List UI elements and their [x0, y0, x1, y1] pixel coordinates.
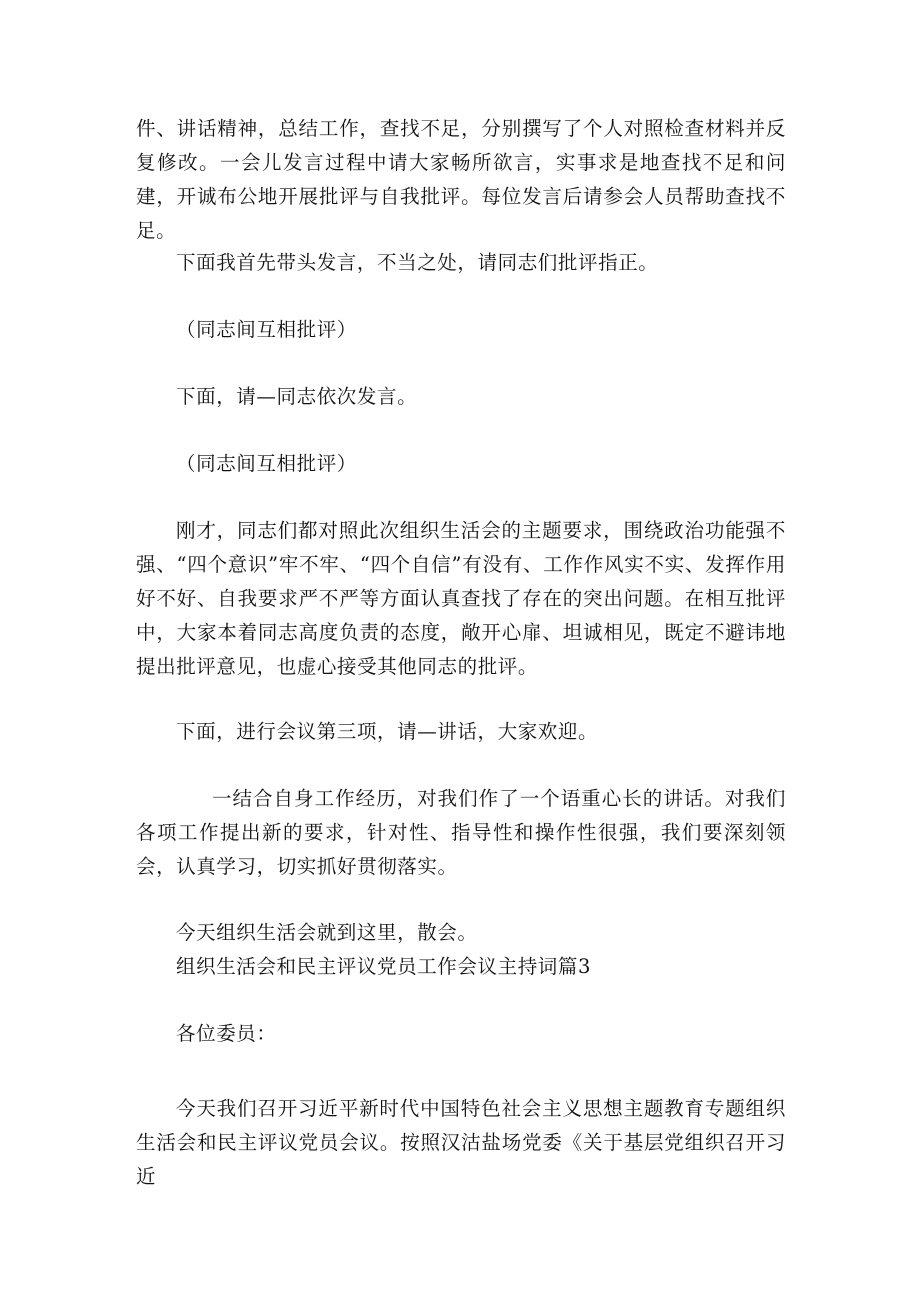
paragraph-summary: 刚才，同志们都对照此次组织生活会的主题要求，围绕政治功能强不强、“四个意识”牢不牢、“四个自信”有没有、工作作风实不实、发挥作用好不好、自我要求严不严等方面认真查找了存在的突出问题。在相互批评中，大家本着同志高度负责的态度，敞开心扉、坦诚相见，既定不避讳地提出批评意见，也虚心接受其他同志的批评。 — [136, 519, 786, 678]
paragraph-third-item: 下面，进行会议第三项，请—讲话，大家欢迎。 — [176, 720, 599, 743]
paragraph-stage-note-1: （同志间互相批评） — [176, 318, 357, 341]
paragraph-continuation: 件、讲话精神，总结工作，查找不足，分别撰写了个人对照检查材料并反复修改。一会儿发言过程中请大家畅所欲言，实事求是地查找不足和问建，开诚布公地开展批评与自我批评。每位发言后请参会人员帮助查找不足。 — [136, 117, 786, 242]
paragraph-closing: 今天组织生活会就到这里，散会。 — [176, 921, 478, 944]
paragraph-opening: 今天我们召开习近平新时代中国特色社会主义思想主题教育专题组织生活会和民主评议党员会议。按照汉沽盐场党委《关于基层党组织召开习近 — [136, 1097, 786, 1188]
paragraph-lead-speech: 下面我首先带头发言，不当之处，请同志们批评指正。 — [176, 251, 659, 274]
paragraph-salutation: 各位委员： — [176, 1022, 277, 1045]
paragraph-next-speakers: 下面，请—同志依次发言。 — [176, 385, 418, 408]
paragraph-speech-remarks: 一结合自身工作经历，对我们作了一个语重心长的讲话。对我们各项工作提出新的要求，针对性、指导性和操作性很强，我们要深刻领会，认真学习，切实抓好贯彻落实。 — [136, 787, 786, 878]
section-heading: 组织生活会和民主评议党员工作会议主持词篇3 — [176, 955, 592, 978]
paragraph-stage-note-2: （同志间互相批评） — [176, 452, 357, 475]
